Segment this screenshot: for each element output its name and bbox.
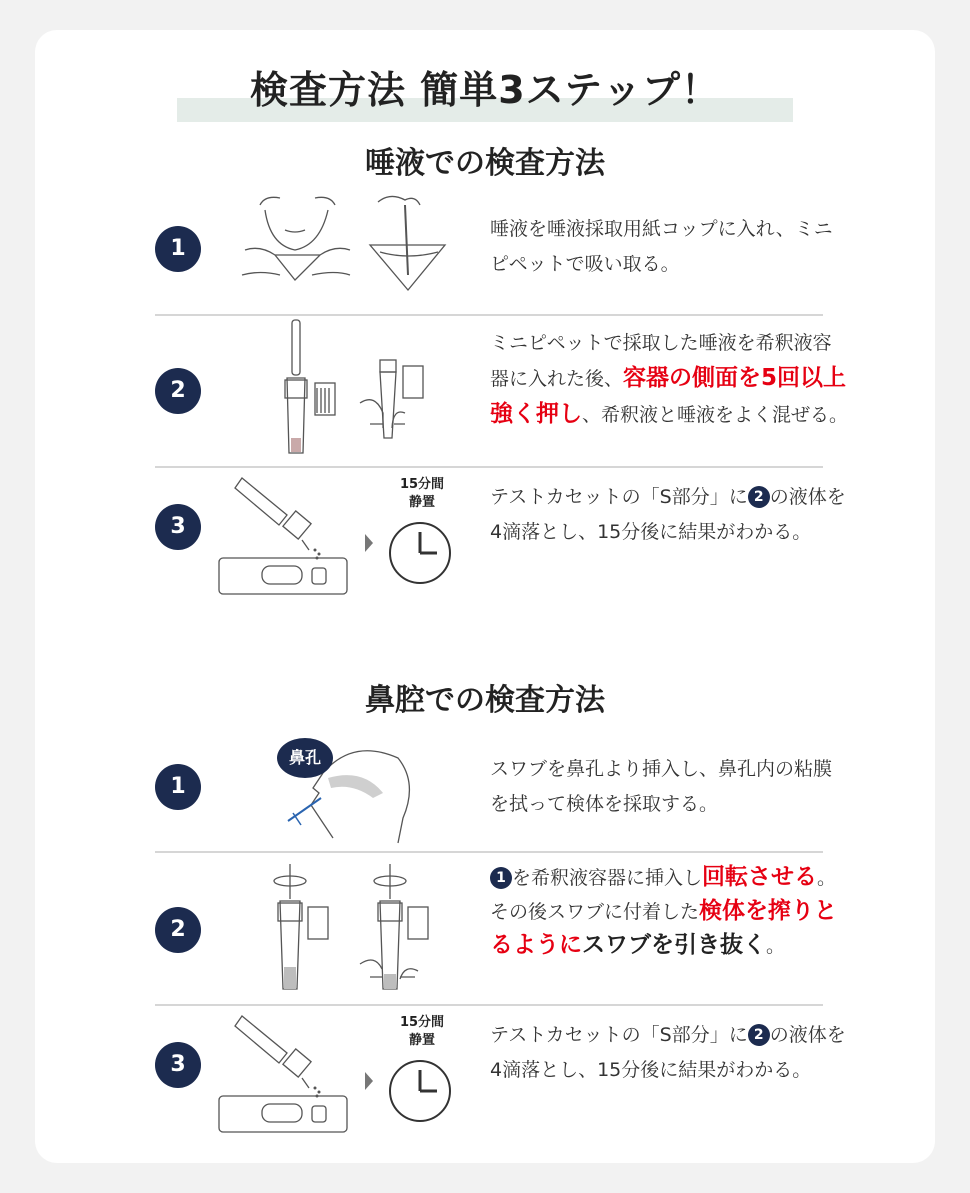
bold-text: スワブを引き抜く (582, 932, 766, 958)
text-part: 。 (766, 935, 786, 957)
step-ref-badge: 2 (748, 1024, 770, 1046)
nasal-section-title: 鼻腔での検査方法 (365, 683, 605, 718)
nasal-step-2 (155, 855, 838, 1002)
clock-icon (387, 1058, 453, 1124)
clock-icon (387, 520, 453, 586)
text-part: の液体を4滴落とし、15分後に結果がわかる。 (490, 1024, 846, 1081)
divider (155, 314, 823, 316)
text-part: テストカセットの「S部分」に (490, 486, 748, 508)
nasal-step-1-text: スワブを鼻孔より挿入し、鼻孔内の粘膜を拭って検体を採取する。 (490, 758, 833, 815)
text-part: テストカセットの「S部分」に (490, 1024, 748, 1046)
wait-duration: 15分間 (399, 477, 445, 492)
saliva-step-1-text: 唾液を唾液採取用紙コップに入れ、ミニピペットで吸い取る。 (490, 218, 833, 275)
saliva-section-title: 唾液での検査方法 (365, 146, 605, 181)
text-part: ミニピペットで採取した唾液を希釈液容器に入れた後、 (490, 332, 832, 390)
arrow-right-icon (363, 532, 375, 554)
emphasis-text: 回転させる (702, 864, 818, 890)
step-number-badge: 3 (155, 1042, 201, 1088)
dilution-container-illustration (255, 318, 455, 464)
step-number-badge: 2 (155, 368, 201, 414)
step-ref-badge: 1 (490, 867, 512, 889)
step-number-badge: 3 (155, 504, 201, 550)
wait-action: 静置 (408, 495, 435, 510)
emphasis-text: 容器の側面を5回以上強く押し (490, 365, 847, 427)
saliva-step-3-text (490, 480, 850, 550)
test-cassette-illustration (217, 1008, 357, 1136)
emphasis-text: 検体を搾りとるように (490, 898, 838, 958)
main-title (177, 62, 793, 122)
text-part: を希釈液容器に挿入し (512, 867, 703, 889)
nasal-step-3-text (490, 1018, 850, 1088)
wait-action: 静置 (408, 1033, 435, 1048)
text-part: 、希釈液と唾液をよく混ぜる。 (582, 404, 849, 426)
saliva-step-1 (155, 200, 833, 310)
divider (155, 1004, 823, 1006)
arrow-right-icon (363, 1070, 375, 1092)
step-number-badge: 2 (155, 907, 201, 953)
nostril-badge: 鼻孔 (277, 738, 333, 778)
step-ref-badge: 2 (748, 486, 770, 508)
step-number-badge: 1 (155, 226, 201, 272)
text-part: の液体を4滴落とし、15分後に結果がわかる。 (490, 486, 846, 543)
main-title-text: 検査方法 簡単3ステップ！ (250, 68, 720, 112)
saliva-step-2-text (490, 326, 850, 433)
saliva-collection-illustration (240, 190, 480, 302)
nasal-step-1 (155, 738, 833, 848)
divider (155, 851, 823, 853)
wait-label (387, 1014, 457, 1050)
saliva-step-2 (155, 318, 849, 464)
saliva-step-3 (155, 470, 846, 600)
nasal-step-2-text (490, 861, 850, 963)
wait-duration: 15分間 (399, 1015, 445, 1030)
swab-rotation-illustration (260, 859, 460, 999)
text-part: 。その後スワブに付着した (490, 867, 837, 923)
nasal-step-3 (155, 1008, 846, 1138)
step-number-badge: 1 (155, 764, 201, 810)
wait-label (387, 476, 457, 512)
test-cassette-illustration (217, 470, 357, 598)
divider (155, 466, 823, 468)
